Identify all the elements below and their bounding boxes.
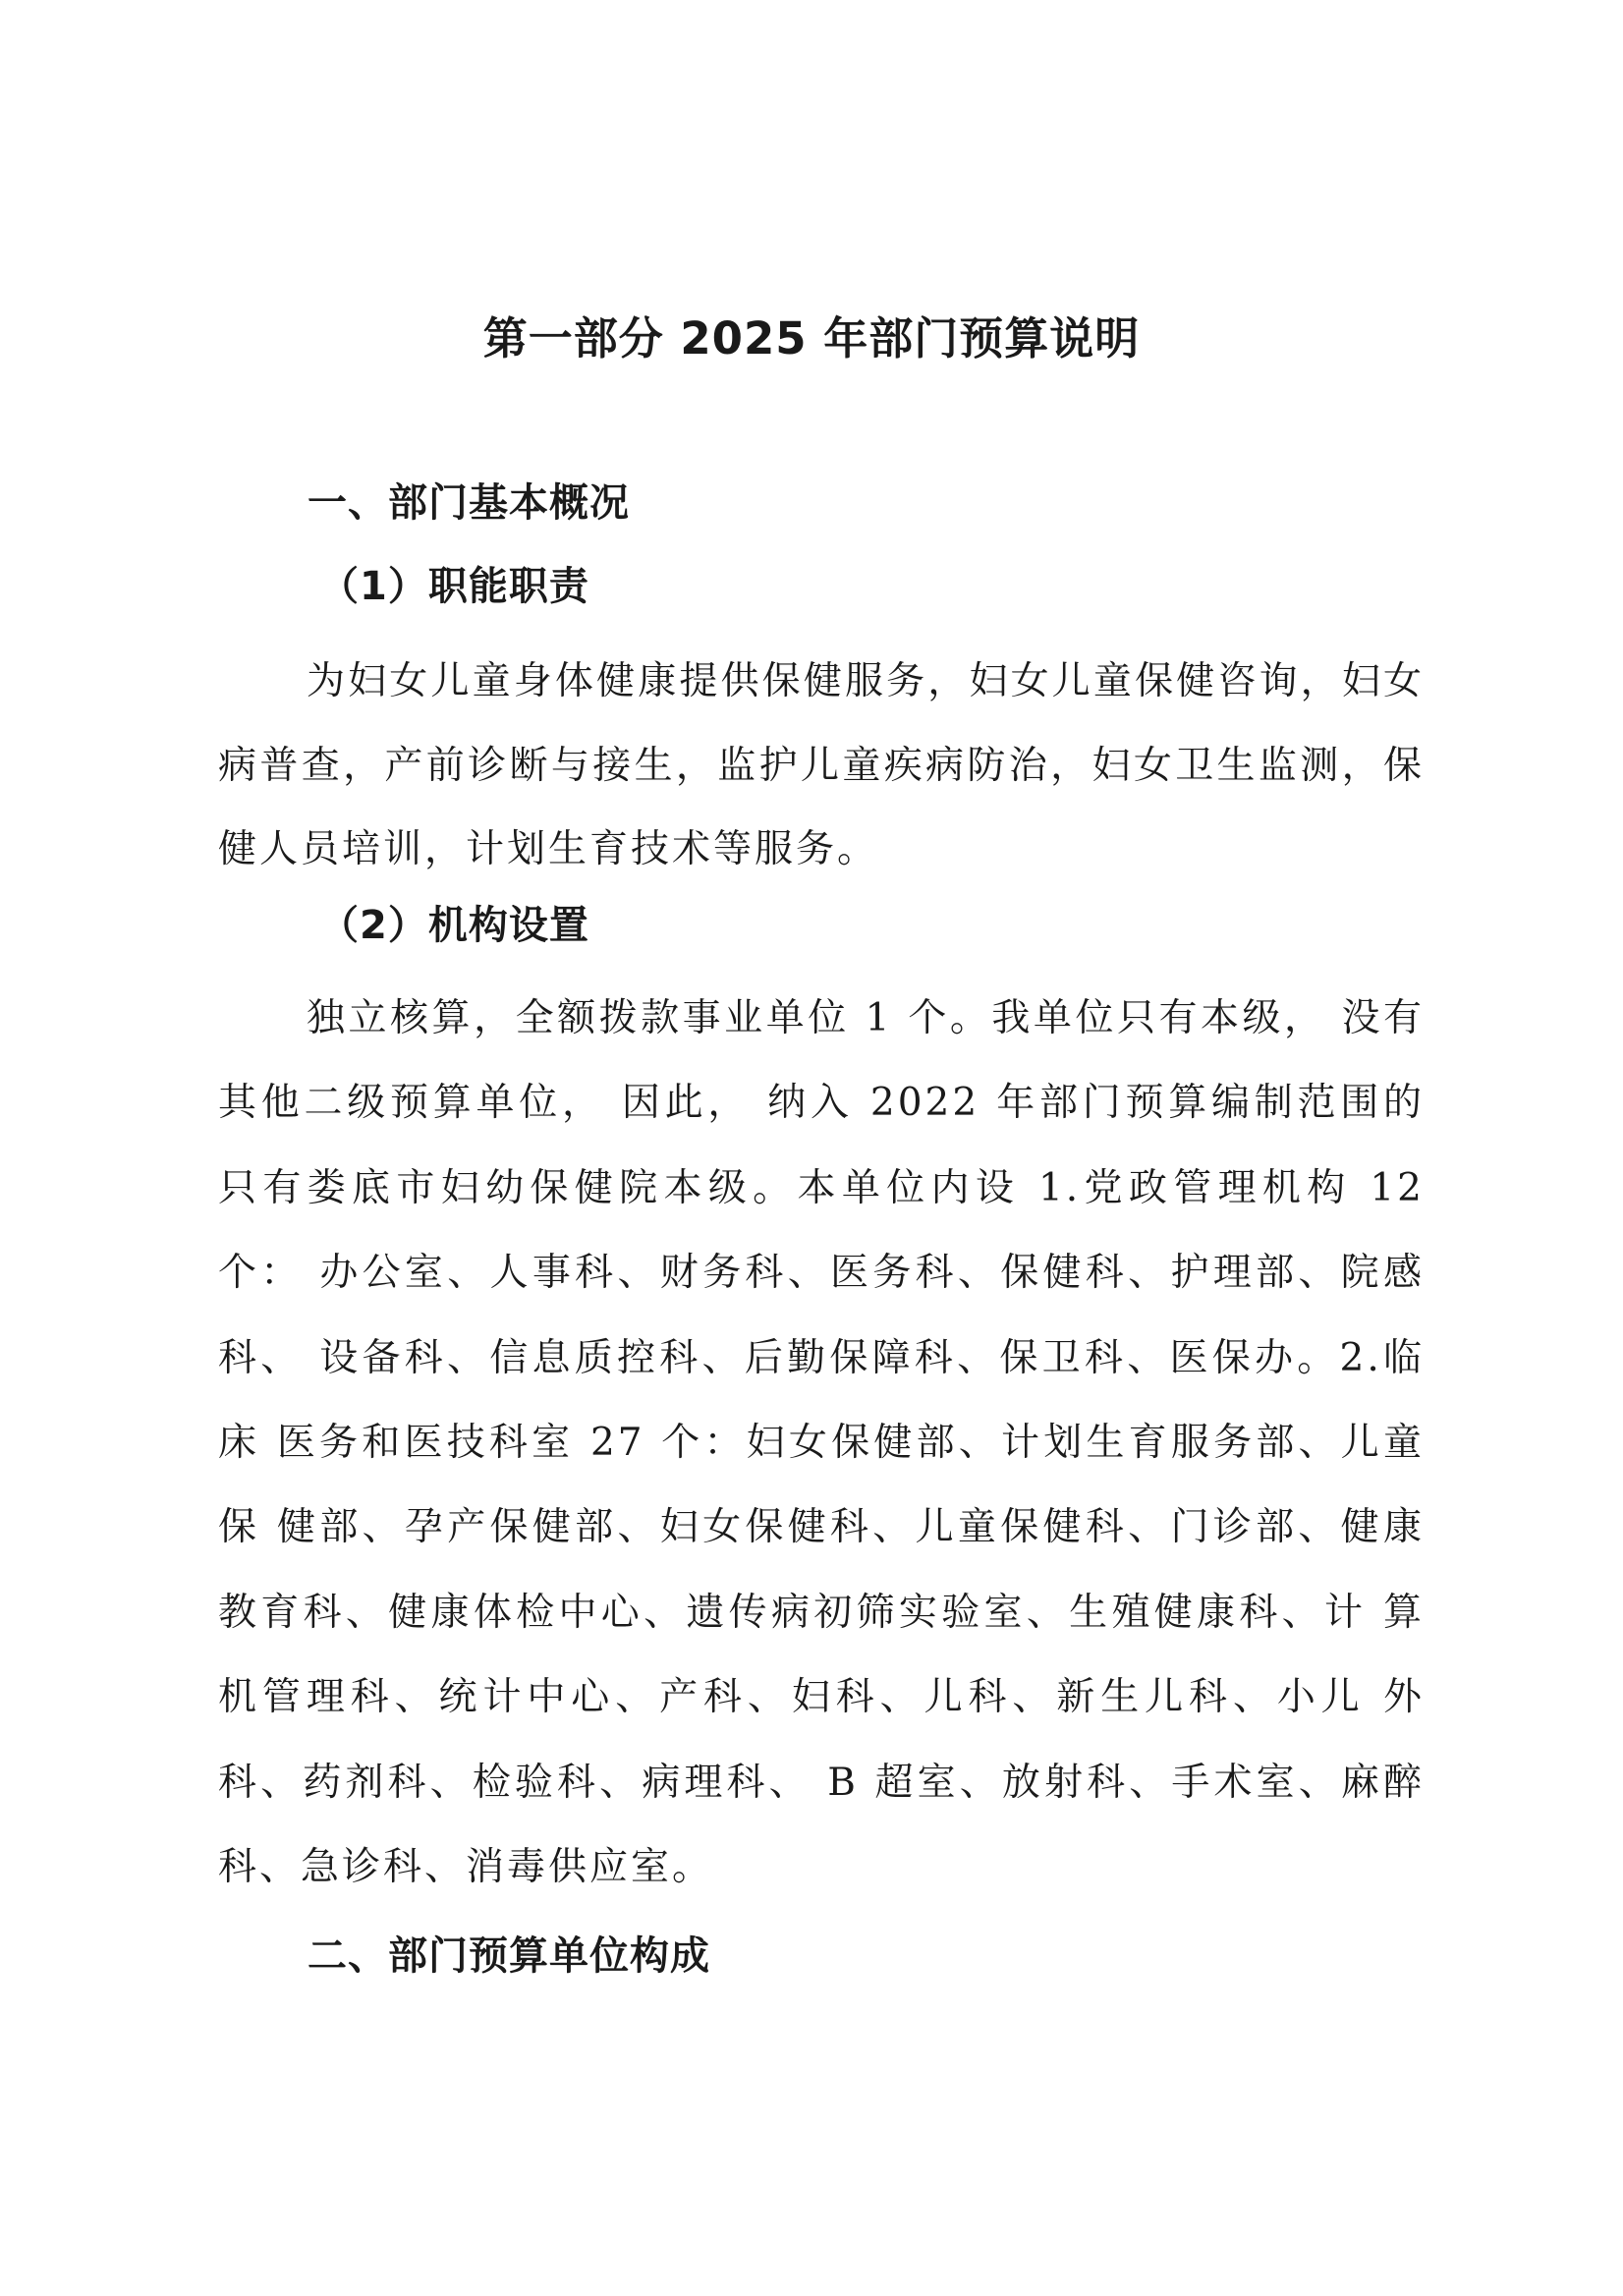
subsection-heading-organization: （2）机构设置 [319, 903, 589, 948]
document-title: 第一部分 2025 年部门预算说明 [482, 312, 1141, 364]
functions-paragraph: 为妇女儿童身体健康提供保健服务，妇女儿童保健咨询，妇女病普查，产前诊断与接生，监护儿童疾病防治，妇女卫生监测，保健人员培训，计划生育技术等服务。 [218, 659, 1425, 871]
section-heading-budget-units: 二、部门预算单位构成 [308, 1933, 710, 1979]
subsection-heading-functions: （1）职能职责 [319, 564, 589, 609]
organization-paragraph: 独立核算，全额拨款事业单位 1 个。我单位只有本级， 没有其他二级预算单位， 因此， 纳入 2022 年部门预算编制范围的 只有娄底市妇幼保健院本级。本单位内设 1.党政管理机构 12 个： 办公室、人事科、财务科、医务科、保健科、护理部、院感科、 设备科、信息质控科、后勤保障科、保卫科、医保办。2.临床 医务和医技科室 27 个：妇女保健部、计划生育服务部、儿童保 健部、孕产保健部、妇女保健科、儿童保健科、门诊部、健康 教育科、健康体检中心、遗传病初筛实验室、生殖健康科、计 算机管理科、统计中心、产科、妇科、儿科、新生儿科、小儿 外科、药剂科、检验科、病理科、 B 超室、放射科、手术室、麻醉科、急诊科、消毒供应室。 [218, 996, 1425, 1890]
section-heading-basic-overview: 一、部门基本概况 [308, 480, 630, 526]
